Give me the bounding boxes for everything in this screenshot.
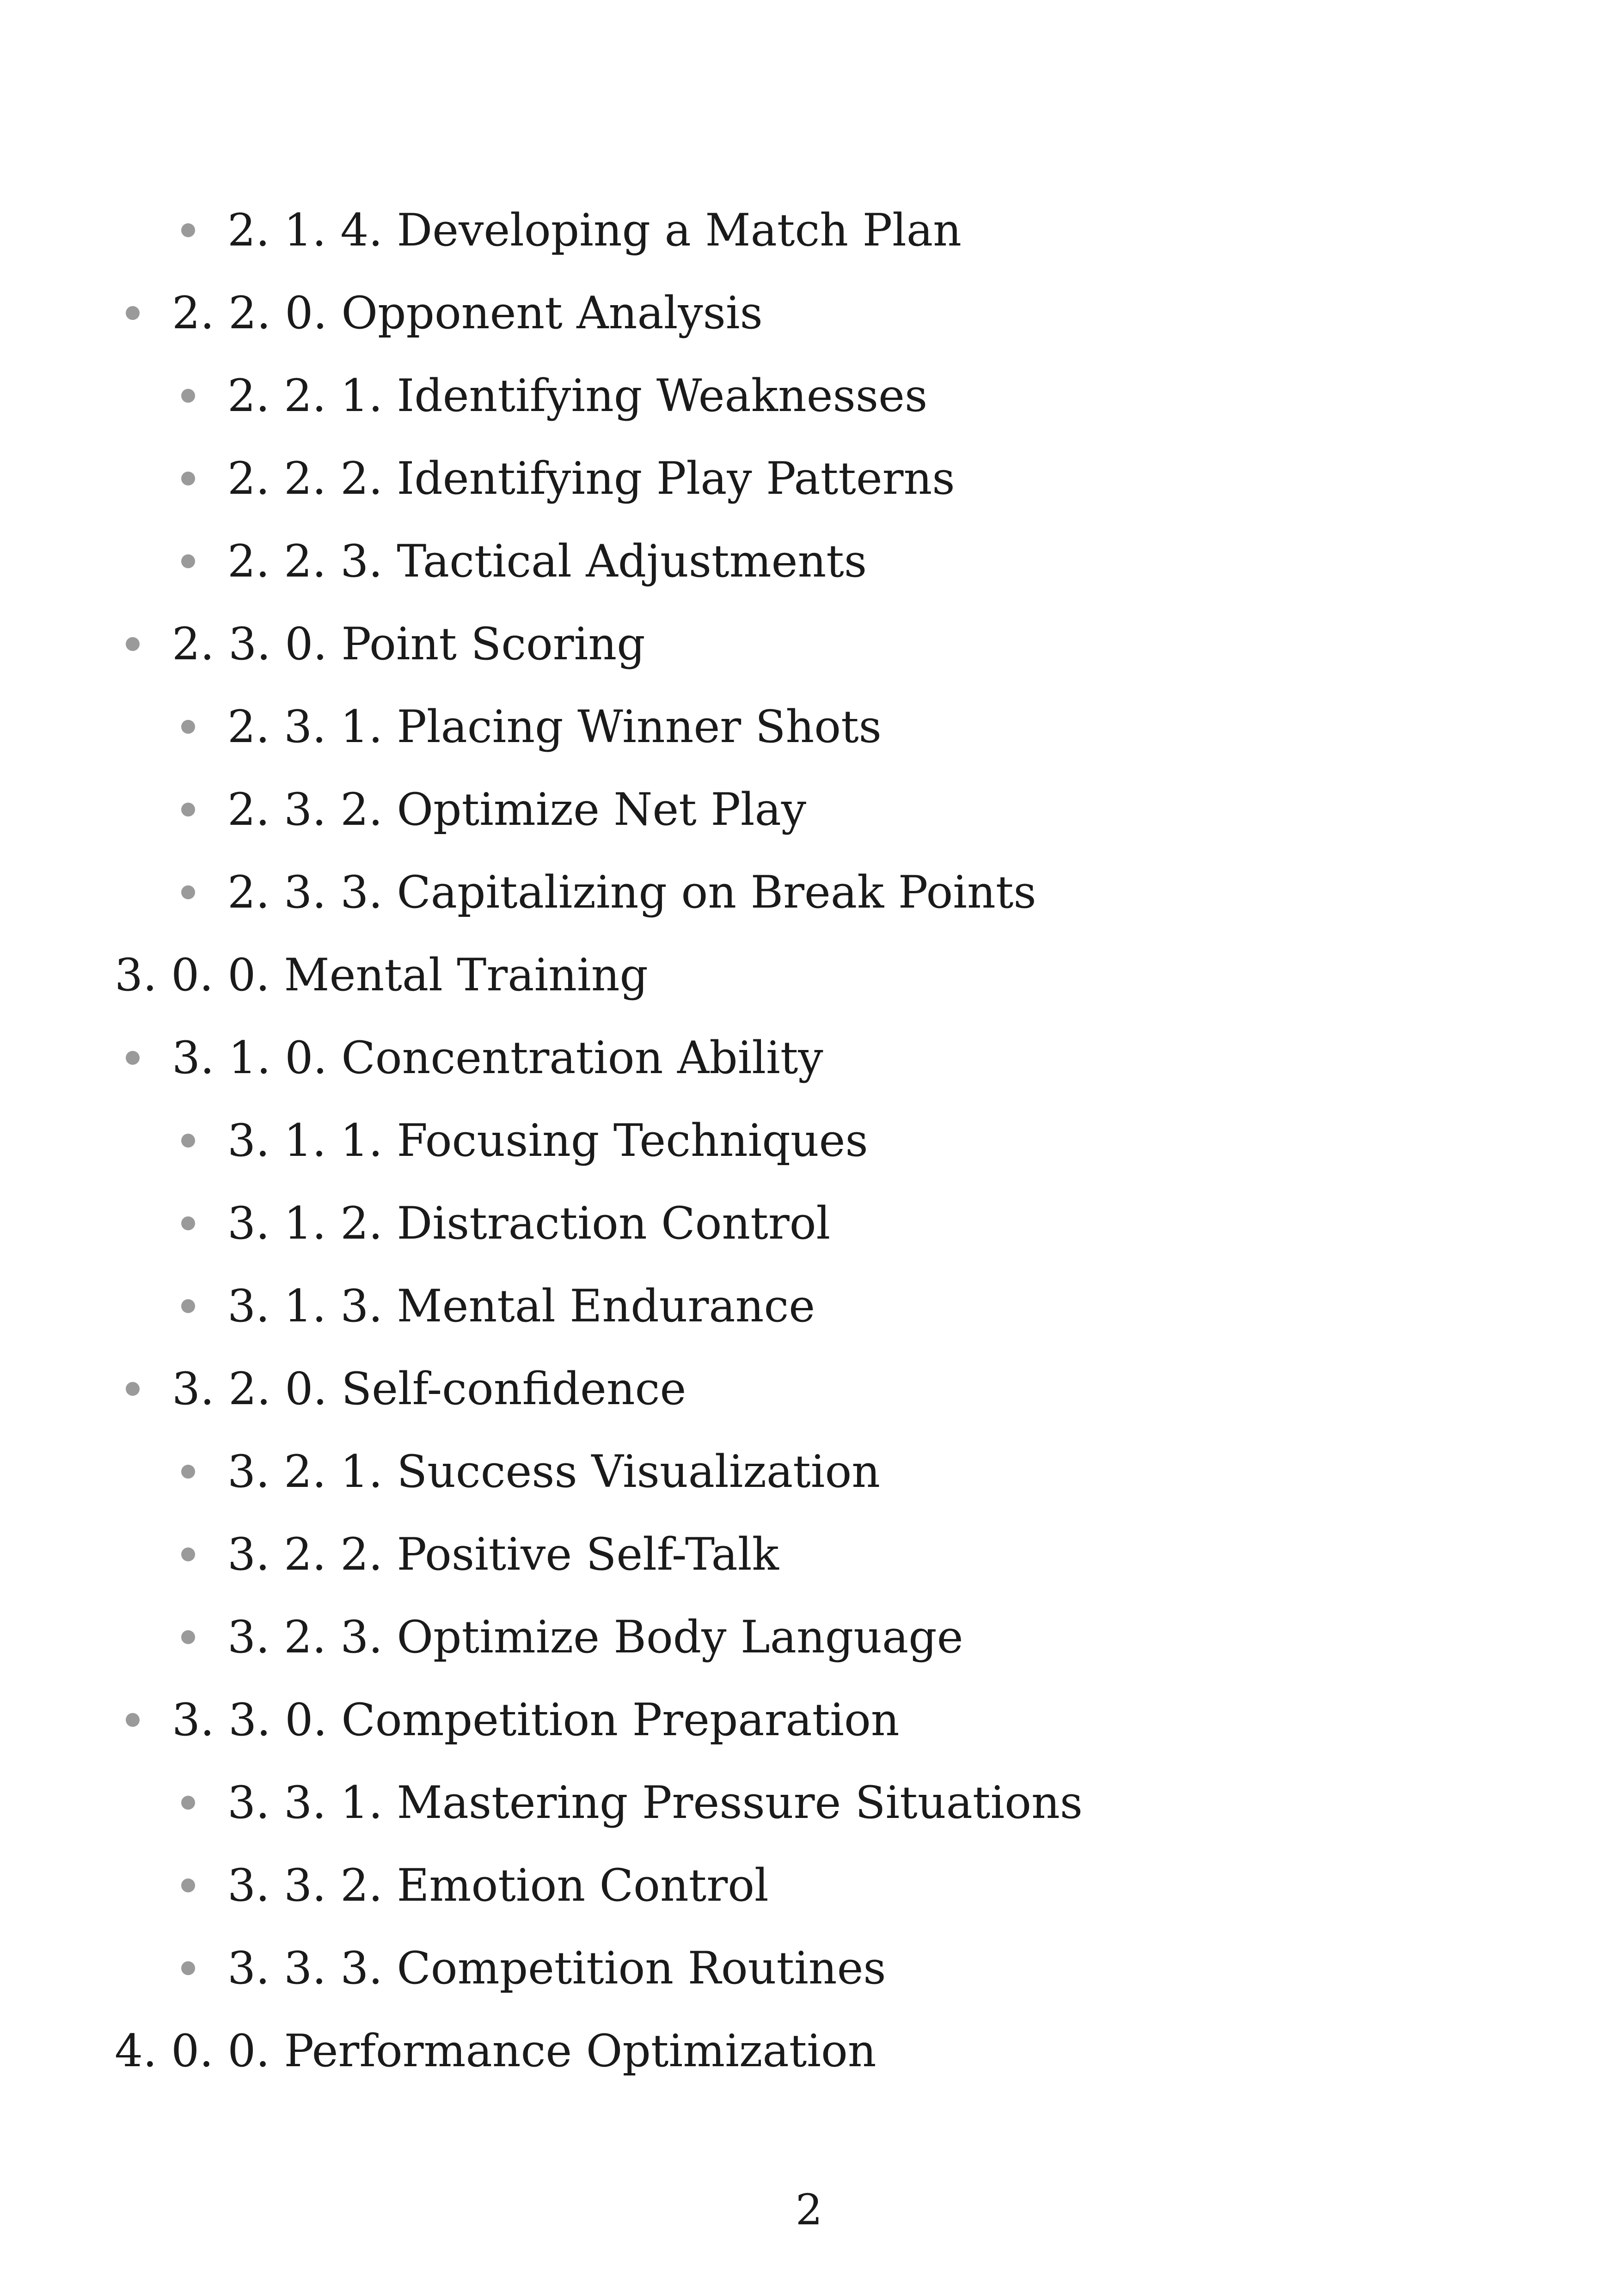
toc-list-item bbox=[181, 1444, 880, 1499]
bullet-icon bbox=[181, 1134, 195, 1148]
toc-entry-text: 3. 1. 0. Concentration Ability bbox=[172, 1032, 823, 1084]
bullet-icon bbox=[126, 637, 140, 651]
bullet-icon bbox=[181, 1216, 195, 1230]
toc-list-item bbox=[181, 865, 1036, 920]
toc-section-heading bbox=[115, 2023, 876, 2079]
toc-entry-text: 2. 3. 2. Optimize Net Play bbox=[227, 784, 807, 835]
toc-list-item bbox=[181, 203, 962, 258]
toc-entry-text: 3. 3. 0. Competition Preparation bbox=[172, 1694, 900, 1746]
bullet-icon bbox=[181, 1879, 195, 1892]
toc-entry-text: 2. 3. 0. Point Scoring bbox=[172, 618, 645, 670]
bullet-icon bbox=[181, 1547, 195, 1561]
toc-entry-text: 3. 1. 2. Distraction Control bbox=[227, 1197, 831, 1249]
toc-list-item bbox=[181, 451, 955, 506]
bullet-icon bbox=[181, 803, 195, 816]
toc-list-item bbox=[181, 1113, 868, 1168]
toc-entry-text: 3. 1. 3. Mental Endurance bbox=[227, 1280, 815, 1332]
bullet-icon bbox=[181, 885, 195, 899]
toc-entry-text: 3. 1. 1. Focusing Techniques bbox=[227, 1115, 868, 1166]
toc-list-item bbox=[181, 1609, 963, 1665]
toc-entry-text: 2. 2. 2. Identifying Play Patterns bbox=[227, 453, 955, 504]
toc-entry-text: 3. 2. 3. Optimize Body Language bbox=[227, 1611, 963, 1663]
toc-list-item bbox=[126, 285, 763, 341]
toc-entry-text: 3. 3. 1. Mastering Pressure Situations bbox=[227, 1777, 1083, 1829]
toc-list-item bbox=[126, 616, 645, 672]
toc-entry-text: 3. 2. 0. Self-confidence bbox=[172, 1363, 686, 1415]
toc-entry-text: 3. 3. 2. Emotion Control bbox=[227, 1860, 769, 1911]
toc-list-item bbox=[181, 1196, 830, 1251]
bullet-icon bbox=[126, 306, 140, 320]
toc-entry-text: 2. 3. 1. Placing Winner Shots bbox=[227, 701, 882, 753]
toc-entry-text: 2. 1. 4. Developing a Match Plan bbox=[227, 204, 962, 256]
toc-list-item bbox=[181, 1775, 1083, 1830]
bullet-icon bbox=[181, 1465, 195, 1479]
page-number: 2 bbox=[795, 2185, 823, 2235]
toc-entry-text: 3. 0. 0. Mental Training bbox=[115, 949, 648, 1001]
bullet-icon bbox=[181, 1299, 195, 1313]
bullet-icon bbox=[181, 1961, 195, 1975]
toc-list-item bbox=[181, 1527, 779, 1582]
toc-list-item bbox=[181, 782, 806, 837]
toc-entry-text: 4. 0. 0. Performance Optimization bbox=[115, 2025, 876, 2077]
bullet-icon bbox=[181, 389, 195, 403]
bullet-icon bbox=[181, 223, 195, 237]
toc-list-item bbox=[181, 534, 867, 589]
toc-list-item bbox=[181, 699, 882, 755]
bullet-icon bbox=[181, 554, 195, 568]
toc-list-item bbox=[181, 1278, 815, 1334]
toc-list-item bbox=[181, 1858, 769, 1913]
toc-entry-text: 3. 2. 2. Positive Self-Talk bbox=[227, 1529, 779, 1580]
bullet-icon bbox=[181, 720, 195, 734]
toc-entry-text: 3. 2. 1. Success Visualization bbox=[227, 1446, 881, 1498]
bullet-icon bbox=[181, 472, 195, 485]
toc-list-item bbox=[126, 1692, 900, 1748]
toc-list-item bbox=[181, 368, 927, 424]
toc-list-item bbox=[126, 1361, 686, 1417]
toc-entry-text: 2. 3. 3. Capitalizing on Break Points bbox=[227, 866, 1036, 918]
bullet-icon bbox=[126, 1051, 140, 1065]
toc-section-heading bbox=[115, 947, 648, 1003]
bullet-icon bbox=[181, 1796, 195, 1810]
toc-entry-text: 2. 2. 0. Opponent Analysis bbox=[172, 287, 763, 339]
toc-entry-text: 2. 2. 1. Identifying Weaknesses bbox=[227, 370, 928, 422]
toc-entry-text: 3. 3. 3. Competition Routines bbox=[227, 1942, 886, 1994]
bullet-icon bbox=[126, 1382, 140, 1396]
bullet-icon bbox=[181, 1630, 195, 1644]
toc-list-item bbox=[126, 1030, 823, 1086]
bullet-icon bbox=[126, 1713, 140, 1727]
toc-entry-text: 2. 2. 3. Tactical Adjustments bbox=[227, 535, 867, 587]
toc-list-item bbox=[181, 1940, 886, 1996]
